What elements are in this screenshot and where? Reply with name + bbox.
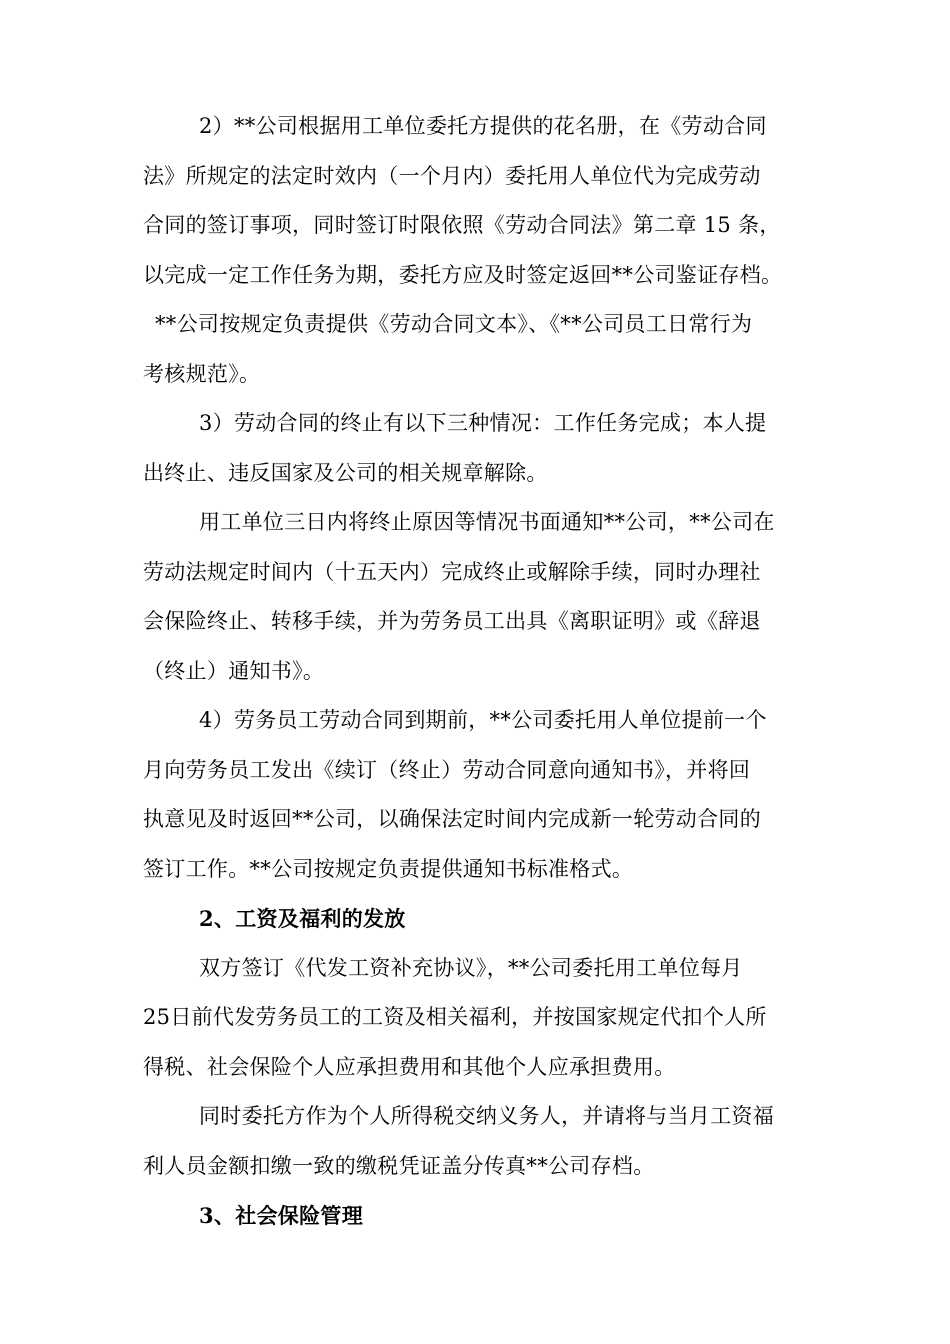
paragraph-line: 得税、社会保险个人应承担费用和其他个人应承担费用。 (143, 1054, 676, 1079)
paragraph-line: 月向劳务员工发出《续订（终止）劳动合同意向通知书》，并将回 (143, 757, 751, 782)
paragraph-line: 以完成一定工作任务为期，委托方应及时签定返回**公司鉴证存档。 (143, 262, 783, 287)
paragraph-line: 劳动法规定时间内（十五天内）完成终止或解除手续，同时办理社 (143, 559, 761, 584)
paragraph-line: 用工单位三日内将终止原因等情况书面通知**公司，**公司在 (199, 510, 775, 534)
paragraph-line: **公司按规定负责提供《劳动合同文本》、《**公司员工日常行为 (155, 312, 753, 336)
paragraph-line: 4）劳务员工劳动合同到期前，**公司委托用人单位提前一个 (199, 708, 767, 732)
paragraph-line: 双方签订《代发工资补充协议》，**公司委托用工单位每月 (199, 955, 743, 980)
paragraph-line: 2）**公司根据用工单位委托方提供的花名册，在《劳动合同 (199, 114, 767, 138)
section-heading: 3、社会保险管理 (199, 1203, 364, 1228)
paragraph-line: 25日前代发劳务员工的工资及相关福利，并按国家规定代扣个人所 (143, 1005, 767, 1029)
paragraph-line: 执意见及时返回**公司，以确保法定时间内完成新一轮劳动合同的 (143, 807, 761, 831)
paragraph-line: 签订工作。**公司按规定负责提供通知书标准格式。 (143, 856, 634, 881)
section-heading: 2、工资及福利的发放 (199, 906, 406, 931)
paragraph-line: 会保险终止、转移手续，并为劳务员工出具《离职证明》或《辞退 (143, 609, 761, 633)
paragraph-line: 法》所规定的法定时效内（一个月内）委托用人单位代为完成劳动 (143, 163, 761, 188)
paragraph-line: （终止）通知书》。 (143, 658, 325, 683)
paragraph-line: 考核规范》。 (143, 361, 261, 386)
document-body (143, 102, 818, 1241)
paragraph-line: 合同的签订事项，同时签订时限依照《劳动合同法》第二章 15 条， (143, 213, 781, 237)
paragraph-line: 出终止、违反国家及公司的相关规章解除。 (143, 460, 548, 485)
paragraph-line: 3）劳动合同的终止有以下三种情况：工作任务完成；本人提 (199, 411, 767, 435)
paragraph-line: 利人员金额扣缴一致的缴税凭证盖分传真**公司存档。 (143, 1153, 655, 1178)
paragraph-line: 同时委托方作为个人所得税交纳义务人，并请将与当月工资福 (199, 1104, 775, 1128)
